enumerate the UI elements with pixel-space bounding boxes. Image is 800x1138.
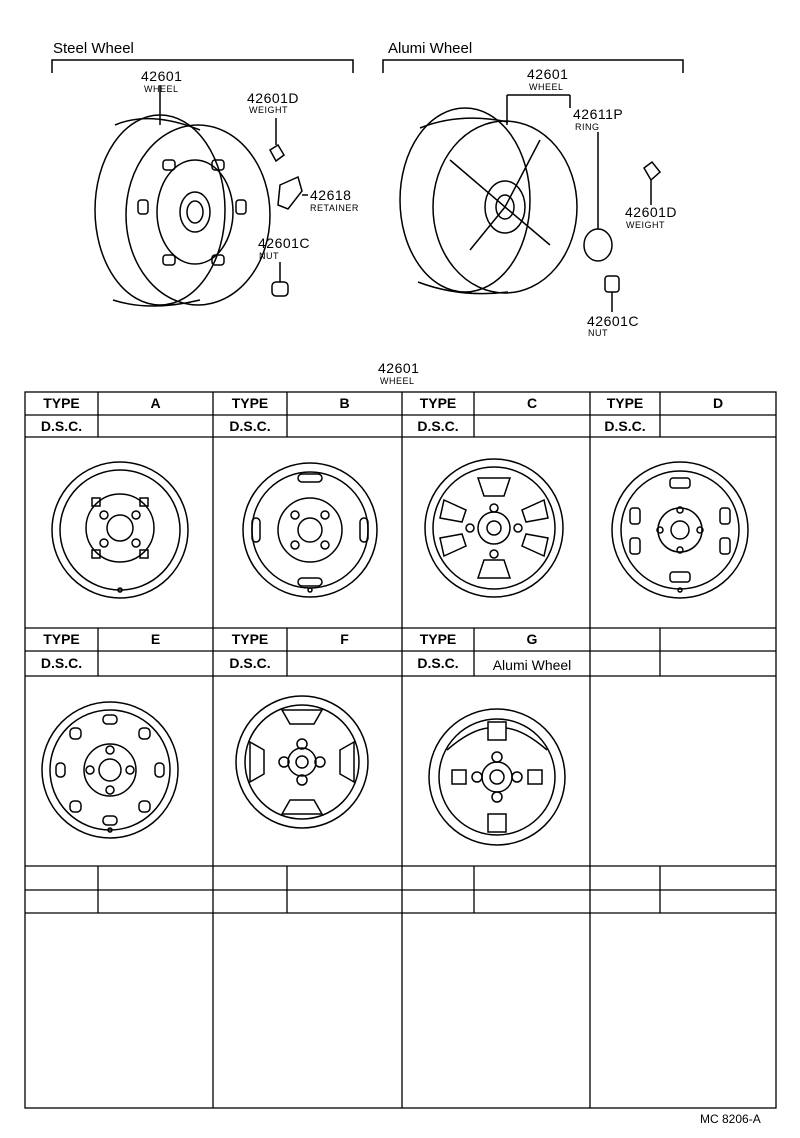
alumi-weight-drawing [644, 162, 660, 205]
type-value-c: C [526, 395, 538, 411]
type-label-c: TYPE [419, 395, 457, 411]
type-value-a: A [150, 395, 161, 411]
steel-wheel-bracket [52, 60, 353, 73]
type-label-d: TYPE [606, 395, 644, 411]
alumi-ring-caption: RING [575, 122, 600, 132]
type-label-f: TYPE [231, 631, 269, 647]
wheel-type-a-drawing [52, 462, 188, 598]
alumi-weight-part-number: 42601D [625, 204, 678, 220]
steel-wheel-caption: WHEEL [144, 84, 179, 94]
steel-weight-drawing [270, 118, 284, 161]
wheel-type-d-drawing [612, 462, 748, 598]
alumi-nut-drawing [605, 276, 619, 312]
diagram-code: MC 8206-A [700, 1112, 761, 1126]
wheel-type-c-drawing [425, 459, 563, 597]
wheel-type-g-drawing [429, 709, 565, 845]
dsc-label-f: D.S.C. [229, 655, 271, 671]
dsc-value-g: Alumi Wheel [492, 657, 572, 673]
alumi-wheel-part-number: 42601 [527, 66, 569, 82]
dsc-label-e: D.S.C. [40, 655, 83, 671]
alumi-ring-part-number: 42611P [573, 106, 624, 122]
steel-wheel-title: Steel Wheel [53, 40, 134, 57]
steel-weight-caption: WEIGHT [249, 105, 288, 115]
alumi-ring-drawing [584, 132, 612, 261]
alumi-wheel-caption: WHEEL [529, 82, 564, 92]
wheel-type-f-drawing [236, 696, 368, 828]
wheel-type-e-drawing [42, 702, 178, 838]
steel-nut-drawing [272, 262, 288, 296]
type-label-b: TYPE [231, 395, 269, 411]
type-value-f: F [340, 631, 349, 647]
alumi-nut-part-number: 42601C [587, 313, 640, 329]
alumi-weight-caption: WEIGHT [626, 220, 665, 230]
steel-retainer-part-number: 42618 [310, 187, 352, 203]
steel-nut-part-number: 42601C [258, 235, 311, 251]
table-part-number: 42601 [378, 360, 420, 376]
type-value-d: D [712, 395, 724, 411]
dsc-label-d: D.S.C. [604, 418, 646, 434]
alumi-nut-caption: NUT [588, 328, 608, 338]
steel-nut-caption: NUT [259, 251, 279, 261]
type-value-e: E [150, 631, 161, 647]
alumi-wheel-drawing [400, 95, 577, 294]
alumi-wheel-title: Alumi Wheel [388, 40, 473, 57]
type-value-g: G [526, 631, 538, 647]
type-value-b: B [339, 395, 350, 411]
dsc-label-a: D.S.C. [40, 418, 83, 434]
dsc-label-c: D.S.C. [417, 418, 459, 434]
table-part-caption: WHEEL [380, 376, 415, 386]
type-label-g: TYPE [419, 631, 457, 647]
steel-wheel-drawing [95, 85, 270, 306]
steel-wheel-part-number: 42601 [141, 68, 183, 84]
dsc-label-g: D.S.C. [417, 655, 459, 671]
steel-retainer-caption: RETAINER [310, 203, 359, 213]
wheel-type-b-drawing [243, 463, 377, 597]
type-label-e: TYPE [43, 631, 80, 647]
dsc-label-b: D.S.C. [229, 418, 271, 434]
type-label-a: TYPE [43, 395, 80, 411]
steel-weight-part-number: 42601D [247, 90, 300, 106]
steel-retainer-drawing [278, 177, 308, 209]
